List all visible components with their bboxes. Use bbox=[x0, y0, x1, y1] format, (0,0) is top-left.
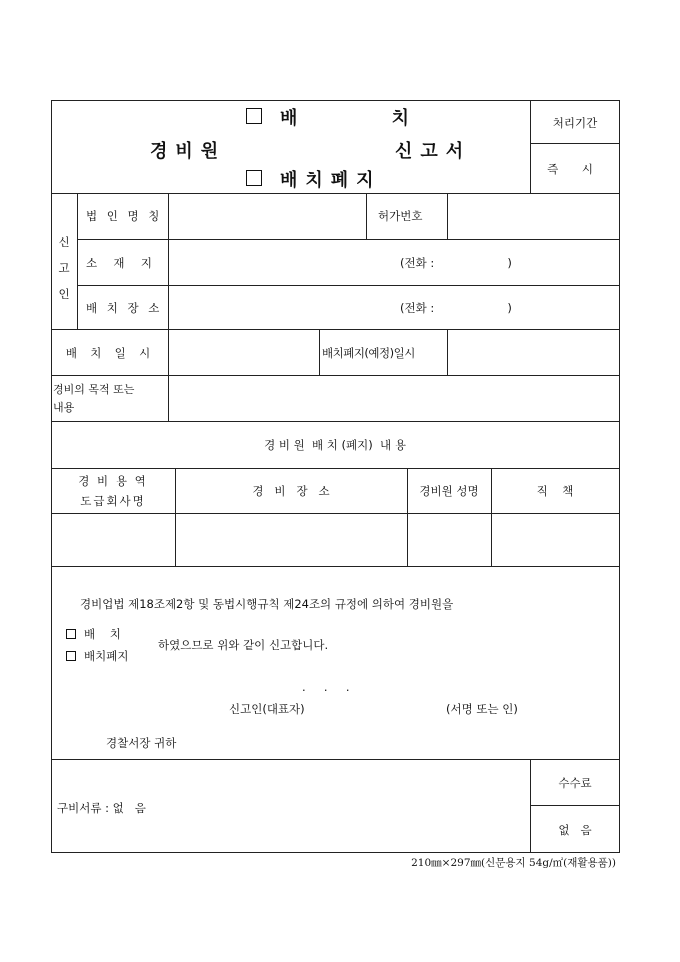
dates-bottom bbox=[51, 375, 620, 376]
header-divider bbox=[530, 100, 531, 193]
address-phone: (전화 : ) bbox=[400, 256, 512, 270]
title-right: 신고서 bbox=[395, 141, 472, 162]
table-col-divider-1 bbox=[175, 468, 176, 567]
title-option-assign: 배 치 bbox=[280, 108, 454, 129]
reporter-label-divider bbox=[168, 193, 169, 421]
table-col3: 경비원 성명 bbox=[419, 484, 479, 498]
assign-checkbox[interactable] bbox=[246, 108, 262, 124]
dates-divider-1 bbox=[319, 329, 320, 375]
site-label: 배 치 장 소 bbox=[86, 301, 163, 315]
declaration-addressee: 경찰서장 귀하 bbox=[106, 736, 177, 750]
cancel-date-label: 배치폐지(예정)일시 bbox=[322, 346, 415, 360]
table-col-divider-3 bbox=[491, 468, 492, 567]
declaration-signer: 신고인(대표자) bbox=[229, 702, 305, 716]
table-header-bottom bbox=[51, 513, 620, 514]
declaration-date: . . . bbox=[302, 680, 350, 694]
processing-divider bbox=[530, 143, 619, 144]
table-col1-line2: 도급회사명 bbox=[80, 494, 146, 508]
declaration-option-cancel: 배치폐지 bbox=[84, 649, 129, 663]
table-col-divider-2 bbox=[407, 468, 408, 567]
declaration-sign-note: (서명 또는 인) bbox=[446, 702, 518, 716]
dates-divider-2 bbox=[447, 329, 448, 375]
corp-name-label: 법 인 명 칭 bbox=[86, 209, 163, 223]
fee-value: 없 음 bbox=[558, 823, 592, 837]
declaration-assign-checkbox[interactable] bbox=[66, 629, 76, 639]
required-docs: 구비서류 : 없 음 bbox=[57, 801, 146, 815]
reporter-group-char-1: 신 bbox=[58, 235, 70, 249]
frame-top bbox=[51, 100, 620, 101]
frame-bottom bbox=[51, 852, 620, 853]
table-bottom bbox=[51, 566, 620, 567]
frame-left bbox=[51, 100, 52, 852]
purpose-label-line2: 내용 bbox=[53, 401, 75, 414]
reporter-row1-bottom bbox=[77, 239, 620, 240]
purpose-bottom bbox=[51, 421, 620, 422]
license-label: 허가번호 bbox=[378, 209, 423, 223]
processing-label: 처리기간 bbox=[552, 116, 598, 130]
declaration-cancel-checkbox[interactable] bbox=[66, 651, 76, 661]
declaration-tail: 하였으므로 위와 같이 신고합니다. bbox=[158, 638, 329, 652]
title-option-cancel: 배치폐지 bbox=[280, 170, 382, 191]
assign-date-label: 배 치 일 시 bbox=[65, 346, 153, 360]
table-col1-line1: 경 비 용 역 bbox=[78, 474, 148, 488]
declaration-option-assign: 배 치 bbox=[84, 627, 121, 641]
section-title: 경 비 원 배 치 (폐지) 내 용 bbox=[264, 438, 406, 452]
footer-top bbox=[51, 759, 620, 760]
reporter-group-char-3: 인 bbox=[58, 287, 70, 301]
declaration-statement: 경비업법 제18조제2항 및 동법시행규칙 제24조의 규정에 의하여 경비원을 bbox=[80, 597, 454, 611]
fee-label: 수수료 bbox=[558, 776, 592, 790]
reporter-group-divider bbox=[77, 193, 78, 329]
processing-value: 즉 시 bbox=[547, 162, 603, 176]
license-label-right bbox=[447, 193, 448, 239]
header-bottom bbox=[51, 193, 620, 194]
title-left: 경비원 bbox=[150, 141, 227, 162]
reporter-group-char-2: 고 bbox=[58, 261, 70, 275]
reporter-row2-bottom bbox=[77, 285, 620, 286]
paper-note: 210㎜×297㎜(신문용지 54g/㎡(재활용품)) bbox=[411, 857, 616, 869]
address-label: 소 재 지 bbox=[86, 256, 155, 270]
reporter-block-bottom bbox=[51, 329, 620, 330]
table-col2: 경 비 장 소 bbox=[252, 484, 330, 498]
site-phone: (전화 : ) bbox=[400, 301, 512, 315]
purpose-label-line1: 경비의 목적 또는 bbox=[53, 383, 135, 396]
cancel-checkbox[interactable] bbox=[246, 170, 262, 186]
frame-right bbox=[619, 100, 620, 852]
section-bottom bbox=[51, 468, 620, 469]
fee-row-divider bbox=[530, 805, 619, 806]
table-col4: 직 책 bbox=[536, 484, 574, 498]
license-label-left bbox=[366, 193, 367, 239]
